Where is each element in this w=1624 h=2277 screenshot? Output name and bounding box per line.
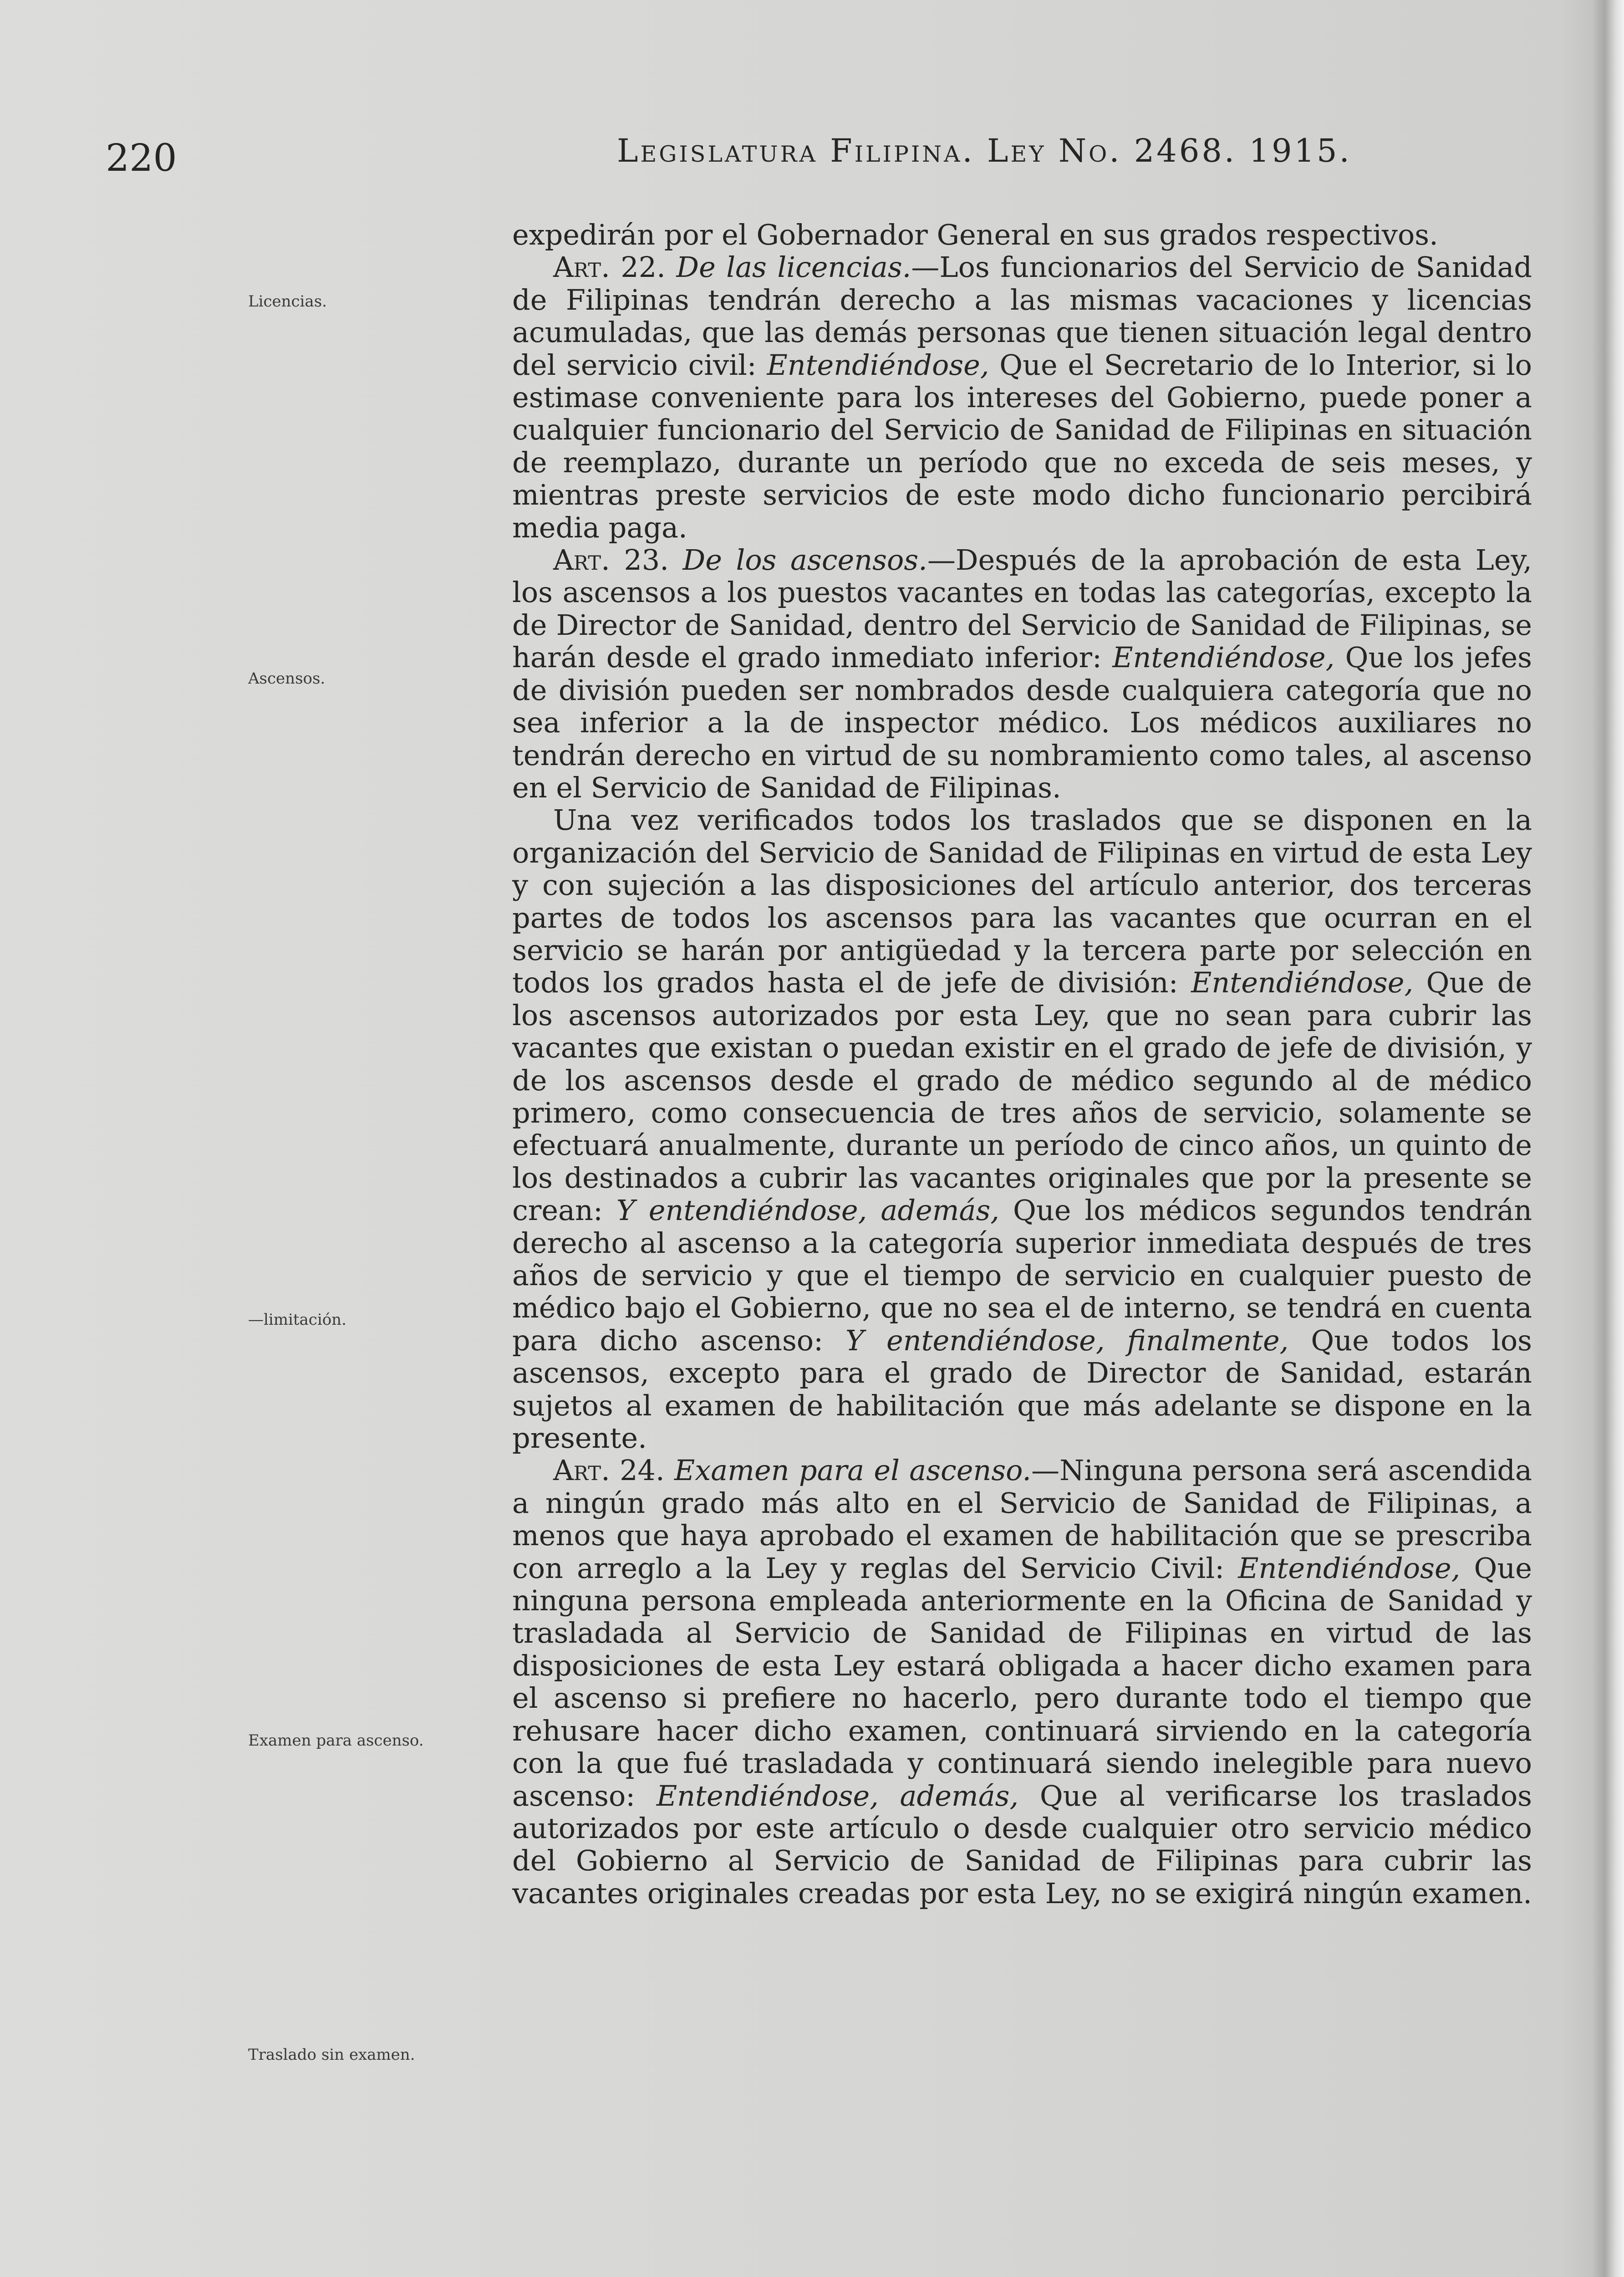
- italic-text: Entendiéndose,: [767, 348, 989, 382]
- page-edge-shadow: [1592, 0, 1624, 2277]
- page-number: 220: [106, 137, 177, 180]
- article-number: Art. 24.: [553, 1454, 665, 1487]
- italic-text: Entendiéndose,: [1238, 1551, 1461, 1585]
- italic-text: Examen para el ascenso.: [674, 1454, 1032, 1487]
- italic-text: Y entendiéndose, además,: [616, 1194, 999, 1227]
- margin-note-ascensos: Ascensos.: [248, 669, 326, 688]
- body-paragraph: [512, 251, 1532, 544]
- italic-text: Entendiéndose, además,: [656, 1779, 1019, 1812]
- margin-note-limitacion: —limitación.: [248, 1311, 346, 1329]
- margin-note-examen: Examen para ascenso.: [248, 1731, 424, 1750]
- text-run: [666, 250, 676, 284]
- running-title: Legislatura Filipina. Ley No. 2468. 1915.: [617, 132, 1352, 169]
- italic-text: Entendiéndose,: [1112, 641, 1335, 674]
- text-run: Que los médicos segundos tendrán derecho al ascenso a la categoría superior inmediata después de tres años de servicio y que el tiempo de servicio en cualquier puesto de médico bajo el Gobierno, que no sea el de interno, se tendrá en cuenta para dicho ascenso:: [512, 1194, 1532, 1357]
- text-run: [669, 543, 683, 577]
- text-run: Que de los ascensos autorizados por esta Ley, que no sean para cubrir las vacantes que existan o puedan existir en el grado de jefe de división, y de los ascensos desde el grado de médico segundo al de médico primero, como consecuencia de tres años de servicio, solamente se efectuará anualmente, durante un período de cinco años, un quinto de los destinados a cubrir las vacantes originales que por la presente se crean:: [512, 966, 1532, 1227]
- italic-text: Y entendiéndose, finalmente,: [845, 1323, 1289, 1357]
- text-run: —Ninguna persona será ascendida a ningún grado más alto en el Servicio de Sanidad de Filipinas, a menos que haya aprobado el examen de habilitación que se prescriba con arreglo a la Ley y reglas del Servicio Civil:: [512, 1454, 1532, 1585]
- article-number: Art. 23.: [553, 543, 669, 577]
- text-run: expedirán por el Gobernador General en sus grados respectivos.: [512, 218, 1438, 251]
- body-paragraph: [512, 219, 1532, 251]
- italic-text: De los ascensos.: [682, 543, 927, 577]
- text-run: Que los jefes de división pueden ser nombrados desde cualquiera categoría que no sea inferior a la de inspector médico. Los médicos auxiliares no tendrán derecho en virtud de su nombramiento como tales, al ascenso en el Servicio de Sanidad de Filipinas.: [512, 641, 1532, 804]
- italic-text: Entendiéndose,: [1191, 966, 1414, 1000]
- body-paragraph: [512, 804, 1532, 1454]
- body-text: [512, 219, 1532, 1909]
- text-run: Que ninguna persona empleada anteriormente en la Oficina de Sanidad y trasladada al Servicio de Sanidad de Filipinas en virtud de las disposiciones de esta Ley estará obligada a hacer dicho examen para el ascenso si prefiere no hacerlo, pero durante todo el tiempo que rehusare hacer dicho examen, continuará sirviendo en la categoría con la que fué trasladada y continuará siendo inelegible para nuevo ascenso:: [512, 1551, 1532, 1812]
- body-paragraph: [512, 544, 1532, 804]
- italic-text: De las licencias.: [676, 250, 911, 284]
- margin-note-traslado: Traslado sin examen.: [248, 2046, 415, 2064]
- text-run: —Después de la aprobación de esta Ley, los ascensos a los puestos vacantes en todas las categorías, excepto la de Director de Sanidad, dentro del Servicio de Sanidad de Filipinas, se harán desde el grado inmediato inferior:: [512, 543, 1532, 674]
- text-run: Una vez verificados todos los traslados que se disponen en la organización del Servicio de Sanidad de Filipinas en virtud de esta Ley y con sujeción a las disposiciones del artículo anterior, dos terceras partes de todos los ascensos para las vacantes que ocurran en el servicio se harán por antigüedad y la tercera parte por selección en todos los grados hasta el de jefe de división:: [512, 803, 1532, 1000]
- text-run: Que al verificarse los traslados autorizados por este artículo o desde cualquier otro servicio médico del Gobierno al Servicio de Sanidad de Filipinas para cubrir las vacantes originales creadas por esta Ley, no se exigirá ningún examen.: [512, 1779, 1532, 1910]
- body-paragraph: [512, 1454, 1532, 1909]
- margin-note-licencias: Licencias.: [248, 292, 327, 311]
- text-run: Que el Secretario de lo Interior, si lo estimase conveniente para los intereses del Gobierno, puede poner a cualquier funcionario del Servicio de Sanidad de Filipinas en situación de reemplazo, durante un período que no exceda de seis meses, y mientras preste servicios de este modo dicho funcionario percibirá media paga.: [512, 348, 1532, 544]
- text-run: [665, 1454, 674, 1487]
- text-run: Que todos los ascensos, excepto para el grado de Director de Sanidad, estarán sujetos al examen de habilitación que más adelante se dispone en la presente.: [512, 1323, 1532, 1455]
- article-number: Art. 22.: [553, 250, 666, 284]
- text-run: —Los funcionarios del Servicio de Sanidad de Filipinas tendrán derecho a las mismas vacaciones y licencias acumuladas, que las demás personas que tienen situación legal dentro del servicio civil:: [512, 250, 1532, 382]
